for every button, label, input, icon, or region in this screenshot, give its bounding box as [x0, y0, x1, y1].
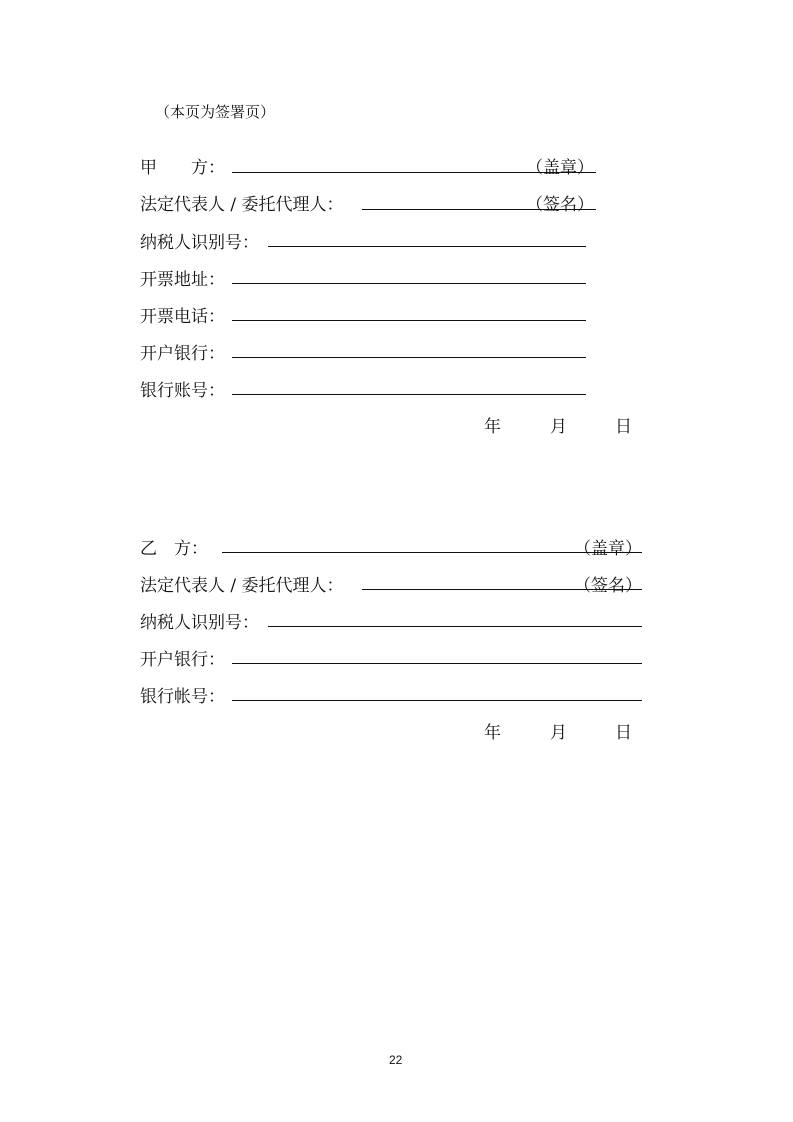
party-a-invoice-addr-field[interactable] — [232, 283, 586, 284]
party-a-sign-hint: （签名） — [526, 195, 594, 215]
party-a-rep-label: 法定代表人 / 委托代理人： — [140, 195, 344, 215]
party-b-seal-hint: （盖章） — [574, 539, 642, 559]
party-a-bank-label: 开户银行： — [140, 344, 225, 364]
party-a-tax-label: 纳税人识别号： — [140, 233, 259, 253]
party-a-label: 甲 方： — [140, 158, 225, 178]
party-a-account-field[interactable] — [232, 394, 586, 395]
party-a-date-year: 年 — [484, 417, 501, 437]
party-a-invoice-phone-label: 开票电话： — [140, 307, 225, 327]
party-b-date-year: 年 — [484, 723, 501, 743]
party-b-label: 乙 方： — [140, 539, 208, 559]
party-a-invoice-addr-label: 开票地址： — [140, 270, 225, 290]
party-b-date-day: 日 — [615, 723, 632, 743]
party-b-tax-label: 纳税人识别号： — [140, 613, 259, 633]
page-number: 22 — [389, 1053, 403, 1067]
party-a-account-label: 银行账号： — [140, 381, 225, 401]
party-a-bank-field[interactable] — [232, 357, 586, 358]
party-a-seal-hint: （盖章） — [526, 158, 594, 178]
party-b-rep-label: 法定代表人 / 委托代理人： — [140, 576, 344, 596]
party-a-invoice-phone-field[interactable] — [232, 320, 586, 321]
party-b-bank-field[interactable] — [232, 663, 642, 664]
party-a-date-month: 月 — [550, 417, 567, 437]
signature-page-note: （本页为签署页） — [155, 103, 276, 121]
party-b-account-label: 银行帐号： — [140, 687, 225, 707]
party-a-tax-field[interactable] — [268, 246, 586, 247]
party-b-sign-hint: （签名） — [574, 576, 642, 596]
party-b-account-field[interactable] — [232, 700, 642, 701]
party-b-bank-label: 开户银行： — [140, 650, 225, 670]
party-a-date-day: 日 — [615, 417, 632, 437]
party-b-tax-field[interactable] — [268, 626, 642, 627]
party-b-date-month: 月 — [550, 723, 567, 743]
